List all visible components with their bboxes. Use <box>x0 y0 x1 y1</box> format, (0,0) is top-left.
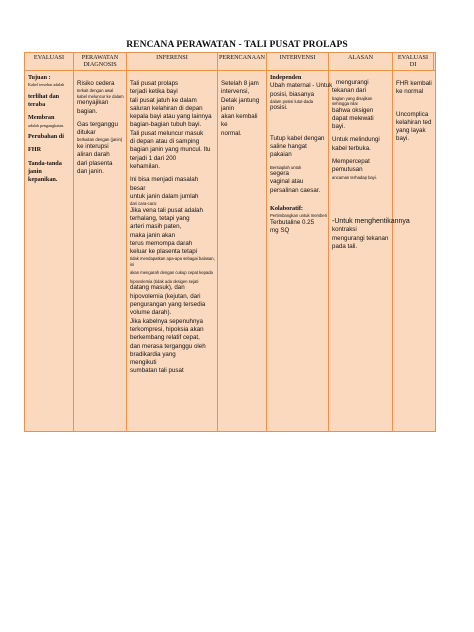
alasan-line: bayi. <box>332 123 346 131</box>
inferensi-line: bradikardia yang <box>130 350 176 358</box>
perencanaan-line: normal. <box>221 129 242 137</box>
intervensi-line: segera <box>270 170 289 178</box>
inferensi-line: pengurangan yang tersedia <box>130 301 206 309</box>
alasan-line: kabel terbuka. <box>332 144 371 152</box>
alasan-line: ancaman terhadap bayi. <box>332 174 377 180</box>
intervensi-line: saline hangat <box>270 142 307 150</box>
care-plan-table <box>24 52 436 432</box>
fhr-label: FHR <box>28 146 42 154</box>
tanda-line: janin <box>28 168 42 176</box>
alasan-line: Untuk melindungi <box>332 136 380 144</box>
header-inferensi: INFERENSI <box>127 53 218 71</box>
intervensi-line: Bersiaplah untuk <box>270 164 302 170</box>
kolaboratif-label: Kolaboratif: <box>270 204 303 212</box>
inferensi-line: bagian janin yang muncul. Itu <box>130 146 211 154</box>
evaluasi-di-line: yang layak <box>396 127 426 135</box>
inferensi-line: hipovolemia (tidak ada oksigen sejati <box>130 278 199 284</box>
alasan-line: Mempercepat <box>332 158 370 166</box>
inferensi-line: saluran kelahiran di depan <box>130 104 203 112</box>
col-diagnosis <box>74 71 127 431</box>
col-evaluasi-di <box>393 71 434 431</box>
intervensi-line: posisi, biasanya <box>270 90 315 98</box>
diagnosis-line: aliran darah <box>77 151 110 159</box>
header-evaluasi: EVALUASI <box>25 53 74 71</box>
diagnosis-line: ditukar <box>77 129 96 137</box>
intervensi-line: Ubah maternal - Untuk <box>270 82 333 90</box>
alasan-line: mengurangi <box>336 79 369 86</box>
document-title: RENCANA PERAWATAN - TALI PUSAT PROLAPS <box>126 40 348 50</box>
tanda-line: kepanikan. <box>28 176 58 184</box>
diagnosis-line: terkait dengan awal <box>77 88 114 94</box>
intervensi-line: mg SQ <box>270 227 290 235</box>
membran-text: adalah pengangkatan. <box>28 122 65 128</box>
diagnosis-line: berkaitan dengan (janin) <box>77 137 123 143</box>
inferensi-line: hipovolemia (kejutan, dari <box>130 292 201 300</box>
inferensi-line: Jika kabelnya sepenuhnya <box>130 317 203 325</box>
alasan-line: kontraksi <box>332 226 357 234</box>
diagnosis-line: Risiko cedera <box>77 80 115 87</box>
diagnosis-line: bagian. <box>77 107 98 115</box>
perencanaan-line: akan kembali ke <box>221 113 258 129</box>
inferensi-line: di depan atau di samping <box>130 138 200 146</box>
inferensi-line: dan merasa terganggu oleh <box>130 342 206 350</box>
intervensi-line: Pertimbangkan untuk memberi <box>270 213 328 219</box>
evaluasi-di-line: bayi. <box>396 135 410 143</box>
diagnosis-line: Gas terganggu <box>77 120 118 128</box>
inferensi-line: Tali pusat meluncur masuk <box>130 129 204 137</box>
diagnosis-line: dari plasenta <box>77 159 113 167</box>
inferensi-line: Ini bisa menjadi masalah besar <box>130 176 199 192</box>
evaluasi-di-line: ke normal <box>396 88 424 96</box>
inferensi-line: tali pusat jatuh ke dalam <box>130 96 197 104</box>
alasan-line: -Untuk menghentikannya <box>332 218 410 226</box>
col-evaluasi <box>25 71 74 431</box>
alasan-line: bahwa oksigen <box>332 106 374 114</box>
independen-label: Independen <box>270 74 302 81</box>
membran-label: Membran <box>28 114 55 122</box>
evaluasi-di-line: Uncomplica <box>396 110 429 118</box>
inferensi-line: terjadi ketika bayi <box>130 88 178 96</box>
inferensi-line: terus memompa darah <box>130 239 193 247</box>
col-intervensi <box>267 71 333 431</box>
tujuan-line: terlihat dan <box>28 92 60 100</box>
inferensi-line: volume darah). <box>130 309 172 317</box>
header-perawatan-diagnosis: PERAWATAN DIAGNOSIS <box>74 53 127 71</box>
inferensi-line: Tali pusat prolaps <box>130 80 179 87</box>
perencanaan-line: Detak jantung janin <box>221 96 260 112</box>
inferensi-line: dari cara-cara: <box>130 201 157 207</box>
header-evaluasi-di: EVALUASI DI <box>393 53 434 71</box>
intervensi-line: Terbutaline 0.25 <box>270 218 315 226</box>
alasan-line: mengurangi tekanan <box>332 234 389 242</box>
intervensi-line: pakaian <box>270 151 292 159</box>
diagnosis-line: menyajikan <box>77 99 109 107</box>
evaluasi-di-line: kelahiran ted <box>396 118 432 126</box>
diagnosis-line: dan janin. <box>77 167 104 175</box>
intervensi-line: posisi. <box>270 104 288 112</box>
tujuan-text: Kabel tersebut adalah <box>28 82 65 88</box>
inferensi-line: bagian-bagian tubuh bayi. <box>130 121 202 129</box>
evaluasi-di-line: FHR kembali <box>396 80 432 87</box>
inferensi-line: akan mengarah dengan cukup cepat kepada <box>130 270 213 276</box>
alasan-line: pada tali. <box>332 243 358 251</box>
inferensi-line: terkompresi, hipoksia akan <box>130 325 204 333</box>
header-intervensi: INTERVENSI <box>267 53 329 71</box>
diagnosis-line: ke interupsi <box>77 142 109 150</box>
col-perencanaan <box>218 71 267 431</box>
inferensi-line: kepala bayi atau yang lainnya <box>130 113 212 121</box>
inferensi-line: datang masuk), dan <box>130 284 185 292</box>
col-inferensi <box>127 71 218 431</box>
perubahan-label: Perubahan di <box>28 133 64 141</box>
tujuan-line: teraba <box>28 101 46 109</box>
header-alasan: ALASAN <box>329 53 393 71</box>
intervensi-line: vaginal atau <box>270 178 304 186</box>
inferensi-line: tidak mendapatkan apa-apa sebagai balasan, ini <box>130 256 215 267</box>
inferensi-line: untuk janin dalam jumlah <box>130 192 199 200</box>
tujuan-label: Tujuan : <box>28 74 51 81</box>
inferensi-line: Jika vena tali pusat adalah <box>130 206 203 214</box>
diagnosis-line: kabel meluncur ke dalam <box>77 93 124 99</box>
alasan-line: dapat melewati <box>332 114 374 122</box>
inferensi-line: maka janin akan <box>130 231 176 239</box>
perencanaan-line: Setelah 8 jam <box>221 80 259 87</box>
inferensi-line: berkembang relatif cepat, <box>130 334 200 342</box>
intervensi-line: Tutup kabel dengan <box>270 134 325 142</box>
alasan-line: tekanan dari <box>332 87 367 95</box>
inferensi-line: terjadi 1 dari 200 <box>130 154 177 162</box>
tanda-line: Tanda-tanda <box>28 159 62 167</box>
alasan-line: pemutusan <box>332 166 363 174</box>
header-perencanaan: PERENCANAAN <box>218 53 267 71</box>
intervensi-line: dalam posisi lutut-dada <box>270 98 314 104</box>
inferensi-line: sumbatan tali pusat <box>130 367 184 375</box>
inferensi-line: terhalang, tetapi yang <box>130 214 190 222</box>
intervensi-line: persalinan caesar. <box>270 186 321 194</box>
inferensi-line: kehamilan. <box>130 162 160 170</box>
alasan-line: bagian yang disajikan sehingga nilai <box>332 95 373 107</box>
inferensi-line: arteri masih paten, <box>130 223 182 231</box>
inferensi-line: mengikuti <box>130 359 157 367</box>
perencanaan-line: intervensi, <box>221 88 250 96</box>
inferensi-line: keluar ke plasenta tetapi <box>130 248 198 256</box>
